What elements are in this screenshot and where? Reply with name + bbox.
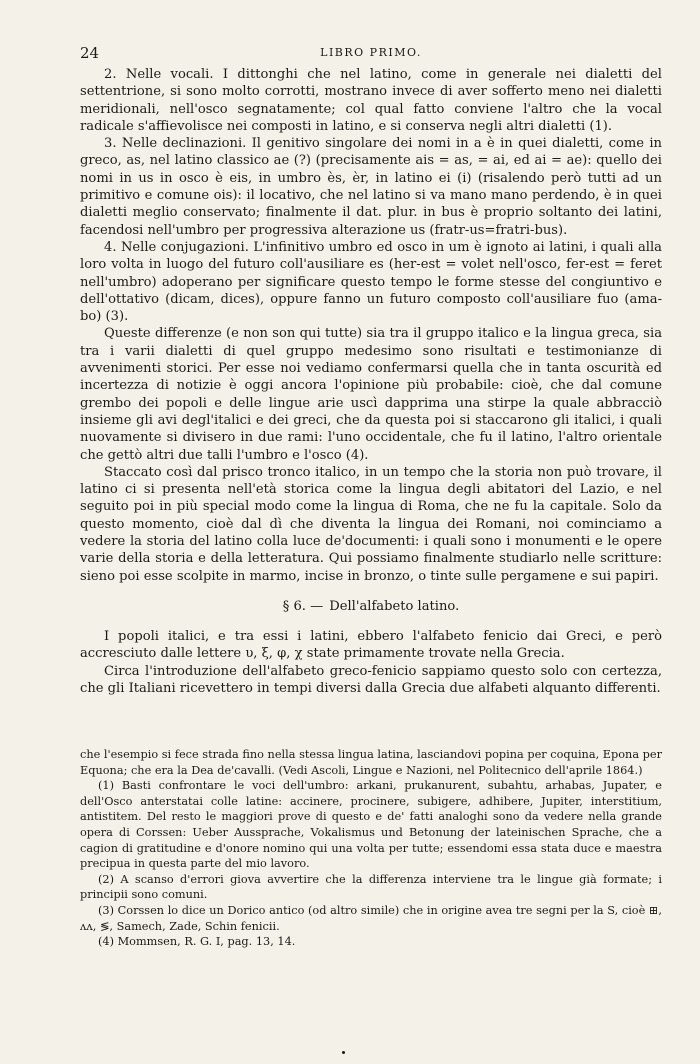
footnote-2: (2) A scanso d'errori giova avvertire che la differenza interviene tra le lingue già formate; i principii sono comuni. [80, 872, 662, 902]
paragraph-introduzione-alfabeto: Circa l'introduzione dell'alfabeto greco-fenicio sappiamo questo solo con certezza, che gli Italiani ricevettero in tempi diversi dalla Grecia due alfabeti alquanto differenti. [80, 663, 662, 696]
paragraph-vocali: 2. Nelle vocali. I dittonghi che nel latino, come in generale nei dialetti del settentrione, si sono molto corrotti, mostrano invece di aver sofferto meno nei dialetti meridionali, nell'osco segnatamente; col qual fatto conviene l'altro che la vocal radicale s'affievolisce nei composti in latino, e si conserva negli altri dialetti (1). [80, 67, 662, 134]
paragraph-staccato: Staccato così dal prisco tronco italico, in un tempo che la storia non può trovare, il latino ci si presenta nell'età storica come la lingua degli abitatori del Lazio, e nel seguito poi in più special modo come la lingua di Roma, che ne fu la capitale. Solo da questo momento, cioè dal dì che diventa la lingua dei Romani, noi cominciamo a vedere la storia del latino colla luce de'documenti: i quali sono i monumenti e le opere varie della storia e della letteratura. Qui possiamo finalmente studiarlo nelle scritture: sieno poi esse scolpite in marmo, incise in bronzo, o tinte sulle pergamene e sui papiri. [80, 464, 662, 584]
footnote-3: (3) Corssen lo dice un Dorico antico (od altro simile) che in origine avea tre segni per la S, cioè ⊞, ʌʌ, ≶, Samech, Zade, Schin fenicii. [80, 903, 662, 933]
main-text [80, 66, 662, 697]
running-title: LIBRO PRIMO. [320, 46, 422, 59]
paragraph-differenze: Queste differenze (e non son qui tutte) sia tra il gruppo italico e la lingua greca, sia tra i varii dialetti di quel gruppo medesimo sono risultati e testimonianze di avvenimenti storici. Per esse noi vediamo confermarsi quella che in tanta oscurità ed incertezza di notizie è oggi ancora l'opinione più probabile: cioè, che dal comune grembo dei popoli e delle lingue arie uscì dapprima una stirpe la quale abbracciò insieme gli avi degl'italici e dei greci, che da questa poi si staccarono gli italici, i quali nuovamente si divisero in due rami: l'uno occidentale, che fu il latino, l'altro orientale che gettò altri due talli l'umbro e l'osco (4). [80, 326, 662, 463]
page-number: 24 [80, 44, 100, 62]
paragraph-declinazioni: 3. Nelle declinazioni. Il genitivo singolare dei nomi in a è in quei dialetti, come in greco, as, nel latino classico ae (?) (precisamente ais = as, = ai, ed ai = ae): quello dei nomi in us in osco è eis, in umbro ès, èr, in latino ei (i) (risalendo però tutti ad un primitivo e comune ois): il locativo, che nel latino si va mano mano perdendo, è in quei dialetti meglio conservato; finalmente il dat. plur. in bus è proprio soltanto dei latini, facendosi nell'umbro per progressiva alterazione us (fratr-us=fratri-bus). [80, 136, 662, 238]
footnote-continuation: che l'esempio si fece strada fino nella stessa lingua latina, lasciandovi popina per coquina, Epona per Equona; che era la Dea de'cavalli. (Vedi Ascoli, Lingue e Nazioni, nel Politecnico dell'aprile 1864.) [80, 748, 662, 777]
section-heading [80, 599, 662, 614]
footnotes [80, 747, 662, 950]
paragraph-popoli-italici: I popoli italici, e tra essi i latini, ebbero l'alfabeto fenicio dai Greci, e però accresciuto dalle lettere υ, ξ, φ, χ state primamente trovate nella Grecia. [80, 628, 662, 662]
page-header [80, 44, 662, 64]
footnote-1: (1) Basti confrontare le voci dell'umbro: arkani, prukanurent, subahtu, arhabas, Jupater, e dell'Osco anterstatai colle latine: accinere, procinere, subigere, adhibere, Jupiter, interstitium, antistitem. Del resto le maggiori prove di questo e de' fatti analoghi sono da vedere nella grande opera di Corssen: Ueber Aussprache, Vokalismus und Betonung der lateinischen Sprache, che a cagion di gratitudine e d'onore nomino qui una volta per tutte; essendomi essa stata duce e maestra precipua in questa parte del mio lavoro. [80, 779, 662, 871]
page-mark-dot [342, 1051, 345, 1054]
footnote-4: (4) Mommsen, R. G. I, pag. 13, 14. [98, 935, 296, 949]
section-number: § 6. — [282, 598, 324, 614]
section-title: Dell'alfabeto latino. [329, 598, 460, 614]
paragraph-conjugazioni: 4. Nelle conjugazioni. L'infinitivo umbro ed osco in um è ignoto ai latini, i quali alla loro volta in luogo del futuro coll'ausiliare es (her-est = volet nell'osco, fer-est = feret nell'umbro) adoperano per significare questo tempo le forme stesse del congiuntivo e dell'ottativo (dicam, dices), oppure fanno un futuro composto coll'ausiliare fuo (ama-bo) (3). [80, 239, 662, 325]
